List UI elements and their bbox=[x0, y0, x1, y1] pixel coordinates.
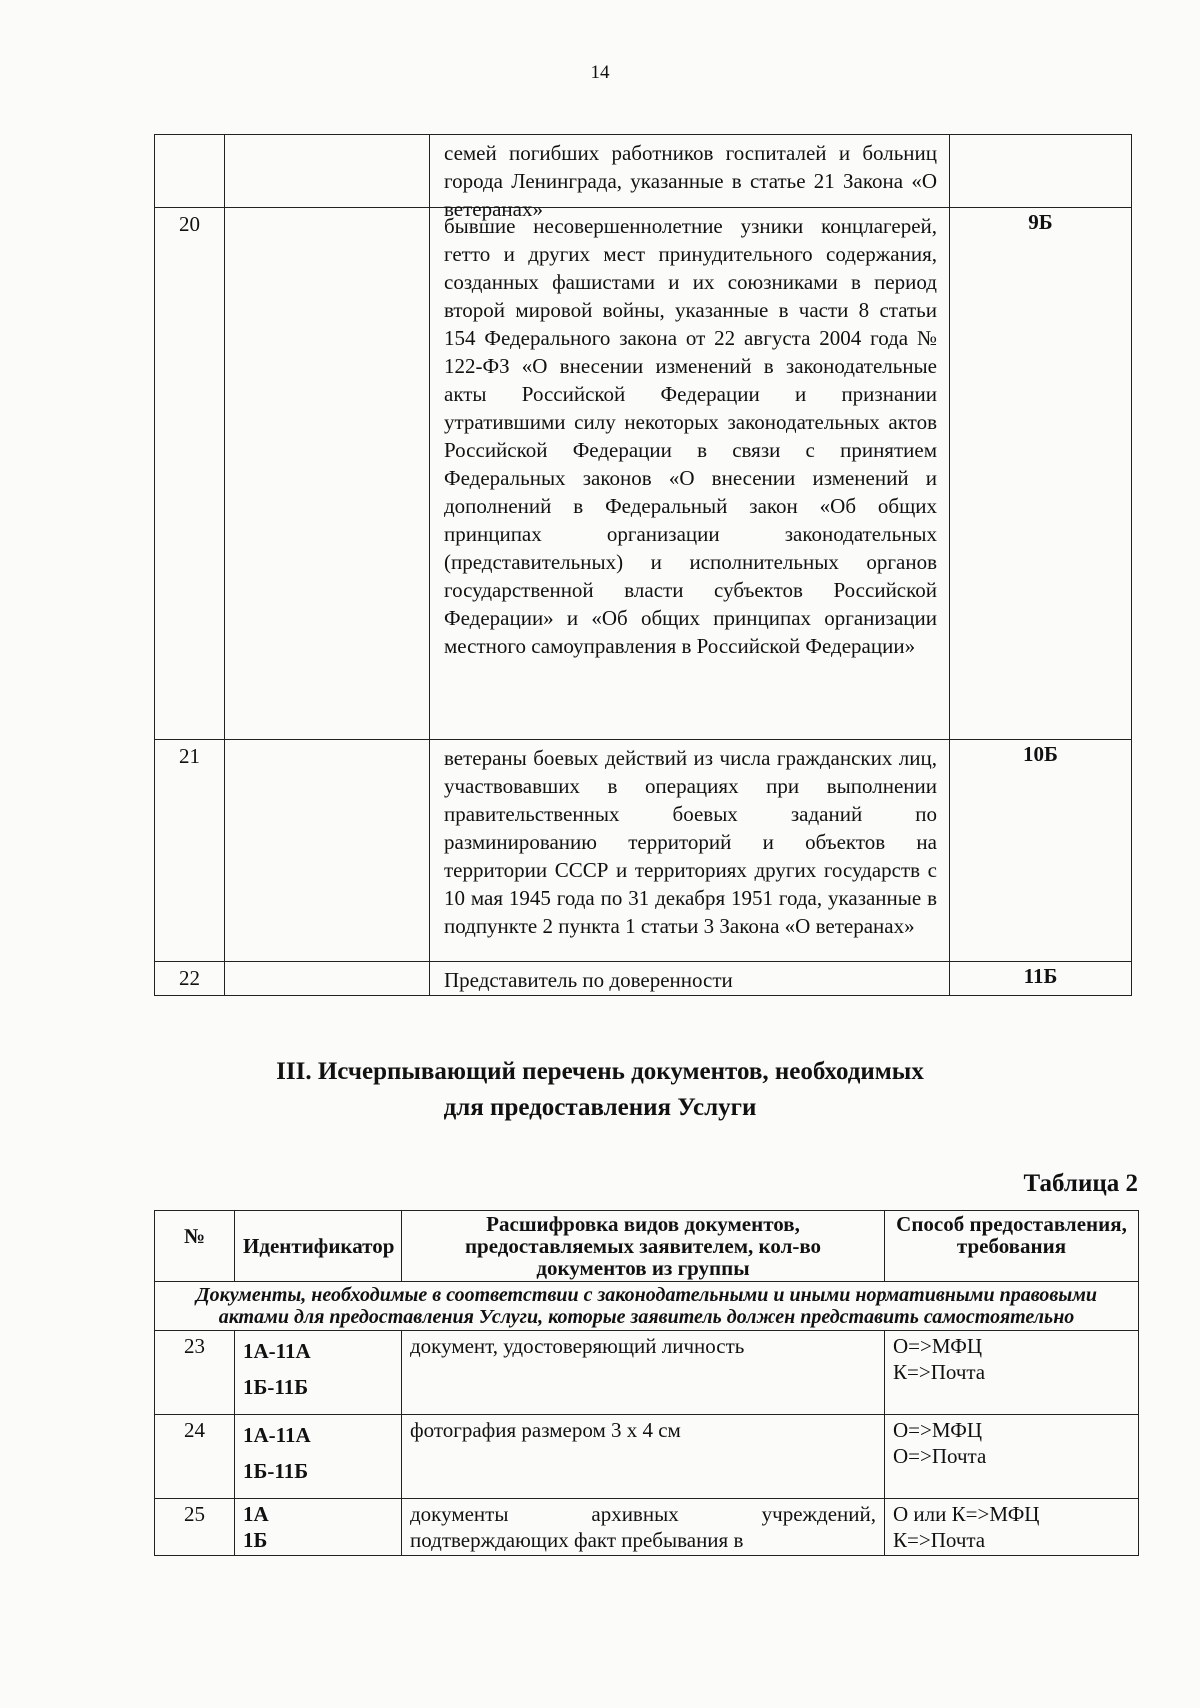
row-identifiers bbox=[235, 1499, 402, 1556]
row-method bbox=[885, 1331, 1139, 1415]
identifier: 1А-11А bbox=[243, 1339, 311, 1363]
row-method bbox=[885, 1415, 1139, 1499]
identifier: 1А-11А bbox=[243, 1423, 311, 1447]
row-number: 24 bbox=[155, 1415, 235, 1499]
method-item: О=>МФЦ bbox=[893, 1418, 983, 1442]
row-description: документы архивных учреждений, подтверждающих факт пребывания в bbox=[402, 1499, 885, 1556]
section-title-line-2: для предоставления Услуги bbox=[443, 1094, 757, 1121]
row-category bbox=[224, 208, 429, 739]
row-method bbox=[885, 1499, 1139, 1556]
page-number: 14 bbox=[590, 62, 610, 83]
row-number: 23 bbox=[155, 1331, 235, 1415]
row-description: ветераны боевых действий из числа гражданских лиц, участвовавших в операциях при выполнении правительственных боевых заданий по разминированию территорий и объектов на территории СССР и территориях других государств с 10 мая 1945 года по 31 декабря 1951 года, указанные в подпункте 2 пункта 1 статьи 3 Закона «О ветеранах» bbox=[429, 740, 949, 961]
header-number: № bbox=[155, 1211, 235, 1282]
method-item: О=>МФЦ bbox=[893, 1334, 983, 1358]
documents-table bbox=[154, 1210, 1139, 1556]
method-item: К=>Почта bbox=[893, 1528, 986, 1552]
table-row bbox=[154, 739, 1132, 961]
method-item: О=>Почта bbox=[893, 1444, 987, 1468]
identifier: 1Б-11Б bbox=[243, 1459, 309, 1483]
table-header-row bbox=[155, 1211, 1139, 1282]
identifier: 1А bbox=[243, 1502, 269, 1526]
method-item: К=>Почта bbox=[893, 1360, 986, 1384]
row-description: Представитель по доверенности bbox=[429, 962, 949, 995]
table-row bbox=[154, 961, 1132, 996]
table-row bbox=[155, 1415, 1139, 1499]
group-title: Документы, необходимые в соответствии с законодательными и иными нормативными правовыми актами для предоставления Услуги, которые заявитель должен представить самостоятельно bbox=[155, 1282, 1139, 1331]
row-identifier bbox=[949, 135, 1132, 207]
row-number: 21 bbox=[154, 740, 224, 961]
row-description: бывшие несовершеннолетние узники концлагерей, гетто и других мест принудительного содержания, созданных фашистами и их союзниками в период второй мировой войны, указанные в части 8 статьи 154 Федерального закона от 22 августа 2004 года № 122-ФЗ «О внесении изменений в законодательные акты Российской Федерации и признании утратившими силу некоторых законодательных актов Российской Федерации в связи с принятием Федеральных законов «О внесении изменений и дополнений в Федеральный закон «Об общих принципах организации законодательных (представительных) и исполнительных органов государственной власти субъектов Российской Федерации» и «Об общих принципах организации местного самоуправления в Российской Федерации» bbox=[429, 208, 949, 739]
row-category bbox=[224, 962, 429, 995]
group-row bbox=[155, 1282, 1139, 1331]
row-number: 25 bbox=[155, 1499, 235, 1556]
row-description: документ, удостоверяющий личность bbox=[402, 1331, 885, 1415]
header-identifier: Идентификатор bbox=[235, 1211, 402, 1282]
table-caption: Таблица 2 bbox=[1023, 1170, 1138, 1197]
header-description: Расшифровка видов документов, предоставляемых заявителем, кол-во документов из группы bbox=[402, 1211, 885, 1282]
row-description: фотография размером 3 х 4 см bbox=[402, 1415, 885, 1499]
row-identifiers bbox=[235, 1331, 402, 1415]
table-row bbox=[154, 207, 1132, 739]
section-title bbox=[0, 1054, 1200, 1126]
table-row bbox=[154, 134, 1132, 221]
header-method: Способ предоставления, требования bbox=[885, 1211, 1139, 1282]
row-identifier: 9Б bbox=[949, 208, 1132, 739]
table-row bbox=[155, 1499, 1139, 1556]
method-item: О или К=>МФЦ bbox=[893, 1502, 1040, 1526]
row-number: 22 bbox=[154, 962, 224, 995]
row-number bbox=[154, 135, 224, 207]
row-identifier: 10Б bbox=[949, 740, 1132, 961]
row-number: 20 bbox=[154, 208, 224, 739]
row-category bbox=[224, 740, 429, 961]
row-category bbox=[224, 135, 429, 207]
beneficiaries-table bbox=[154, 134, 1132, 996]
identifier: 1Б-11Б bbox=[243, 1375, 309, 1399]
row-description: семей погибших работников госпиталей и больниц города Ленинграда, указанные в статье 21 Закона «О ветеранах» bbox=[429, 135, 949, 207]
row-identifiers bbox=[235, 1415, 402, 1499]
section-title-line-1: III. Исчерпывающий перечень документов, необходимых bbox=[276, 1058, 924, 1085]
row-identifier: 11Б bbox=[949, 962, 1132, 995]
table-row bbox=[155, 1331, 1139, 1415]
identifier: 1Б bbox=[243, 1528, 268, 1552]
